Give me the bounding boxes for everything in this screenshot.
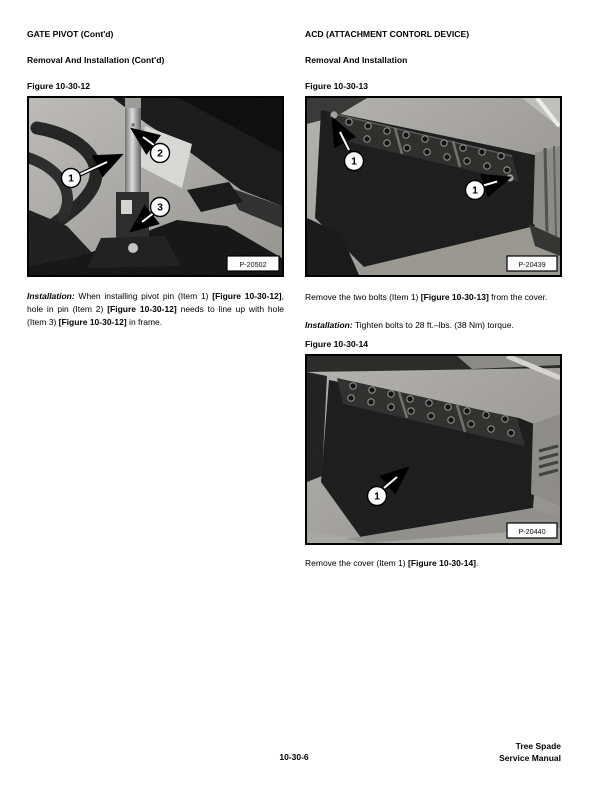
subsection-heading-right: Removal And Installation: [305, 55, 408, 65]
photo-id-text: P-20440: [518, 527, 546, 537]
figure-photo-10-30-12: [27, 96, 284, 277]
installation-lead: Installation:: [305, 320, 353, 331]
section-heading-gate-pivot: GATE PIVOT (Cont'd): [27, 29, 114, 39]
subsection-heading-left: Removal And Installation (Cont'd): [27, 55, 165, 65]
figure-label-10-30-12: Figure 10-30-12: [27, 81, 91, 91]
callout-number: 1: [68, 172, 74, 185]
callout-number: 1: [472, 184, 478, 197]
photo-id-plate: [507, 256, 557, 271]
callout-number: 1: [374, 491, 380, 504]
page-number: 10-30-6: [279, 752, 309, 762]
photo-id-text: P-20439: [518, 259, 546, 269]
callout-number: 1: [351, 155, 357, 168]
left-column: [27, 0, 284, 330]
remove-cover-note: Remove the cover (Item 1) [Figure 10-30-14].: [305, 558, 479, 569]
callout-number: 3: [157, 201, 163, 214]
installation-lead: Installation:: [27, 291, 75, 301]
installation-note-right: Installation: Tighten bolts to 28 ft.–lbs. (38 Nm) torque.: [305, 320, 514, 331]
figure-reference: [Figure 10-30-12]: [58, 317, 127, 328]
installation-note-left: Installation: When installing pivot pin (Item 1) [Figure 10-30-12], hole in pin (Item 2) [Figure 10-30-12] needs to line up with hole (Item 3) [Figure 10-30-12] in frame.: [27, 291, 284, 328]
figure-reference: [Figure 10-30-12]: [212, 291, 282, 301]
figure-label-10-30-14: Figure 10-30-14: [305, 339, 369, 350]
doc-title-line1: Tree Spade: [515, 741, 561, 751]
doc-title-line2: Service Manual: [499, 753, 561, 763]
callout-number: 2: [157, 147, 163, 160]
callout-badge-1b: [466, 181, 485, 200]
callout-badge-1: [62, 169, 81, 188]
callout-badge-1a: [345, 152, 364, 171]
remove-bolts-note: Remove the two bolts (Item 1) [Figure 10-30-13] from the cover.: [305, 292, 548, 302]
figure-photo-10-30-13: [305, 96, 562, 277]
figure-label-10-30-13: Figure 10-30-13: [305, 81, 369, 91]
callout-badge-3: [151, 198, 170, 217]
acd-cover-photo-illustration: [307, 356, 560, 543]
pivot-pin-photo-illustration: [29, 98, 282, 275]
figure-reference: [Figure 10-30-14]: [407, 558, 477, 569]
acd-bolts-photo-illustration: [307, 98, 560, 275]
callout-badge-1: [368, 487, 387, 506]
section-heading-acd: ACD (ATTACHMENT CONTORL DEVICE): [305, 29, 470, 39]
figure-reference: [Figure 10-30-13]: [420, 292, 489, 302]
photo-id-plate: [227, 256, 279, 271]
doc-title: [499, 740, 561, 764]
right-column: [305, 0, 562, 571]
photo-id-text: P-20502: [239, 259, 267, 269]
figure-reference: [Figure 10-30-12]: [107, 304, 177, 315]
photo-id-plate: [507, 523, 557, 538]
figure-photo-10-30-14: [305, 354, 562, 545]
callout-badge-2: [151, 144, 170, 163]
